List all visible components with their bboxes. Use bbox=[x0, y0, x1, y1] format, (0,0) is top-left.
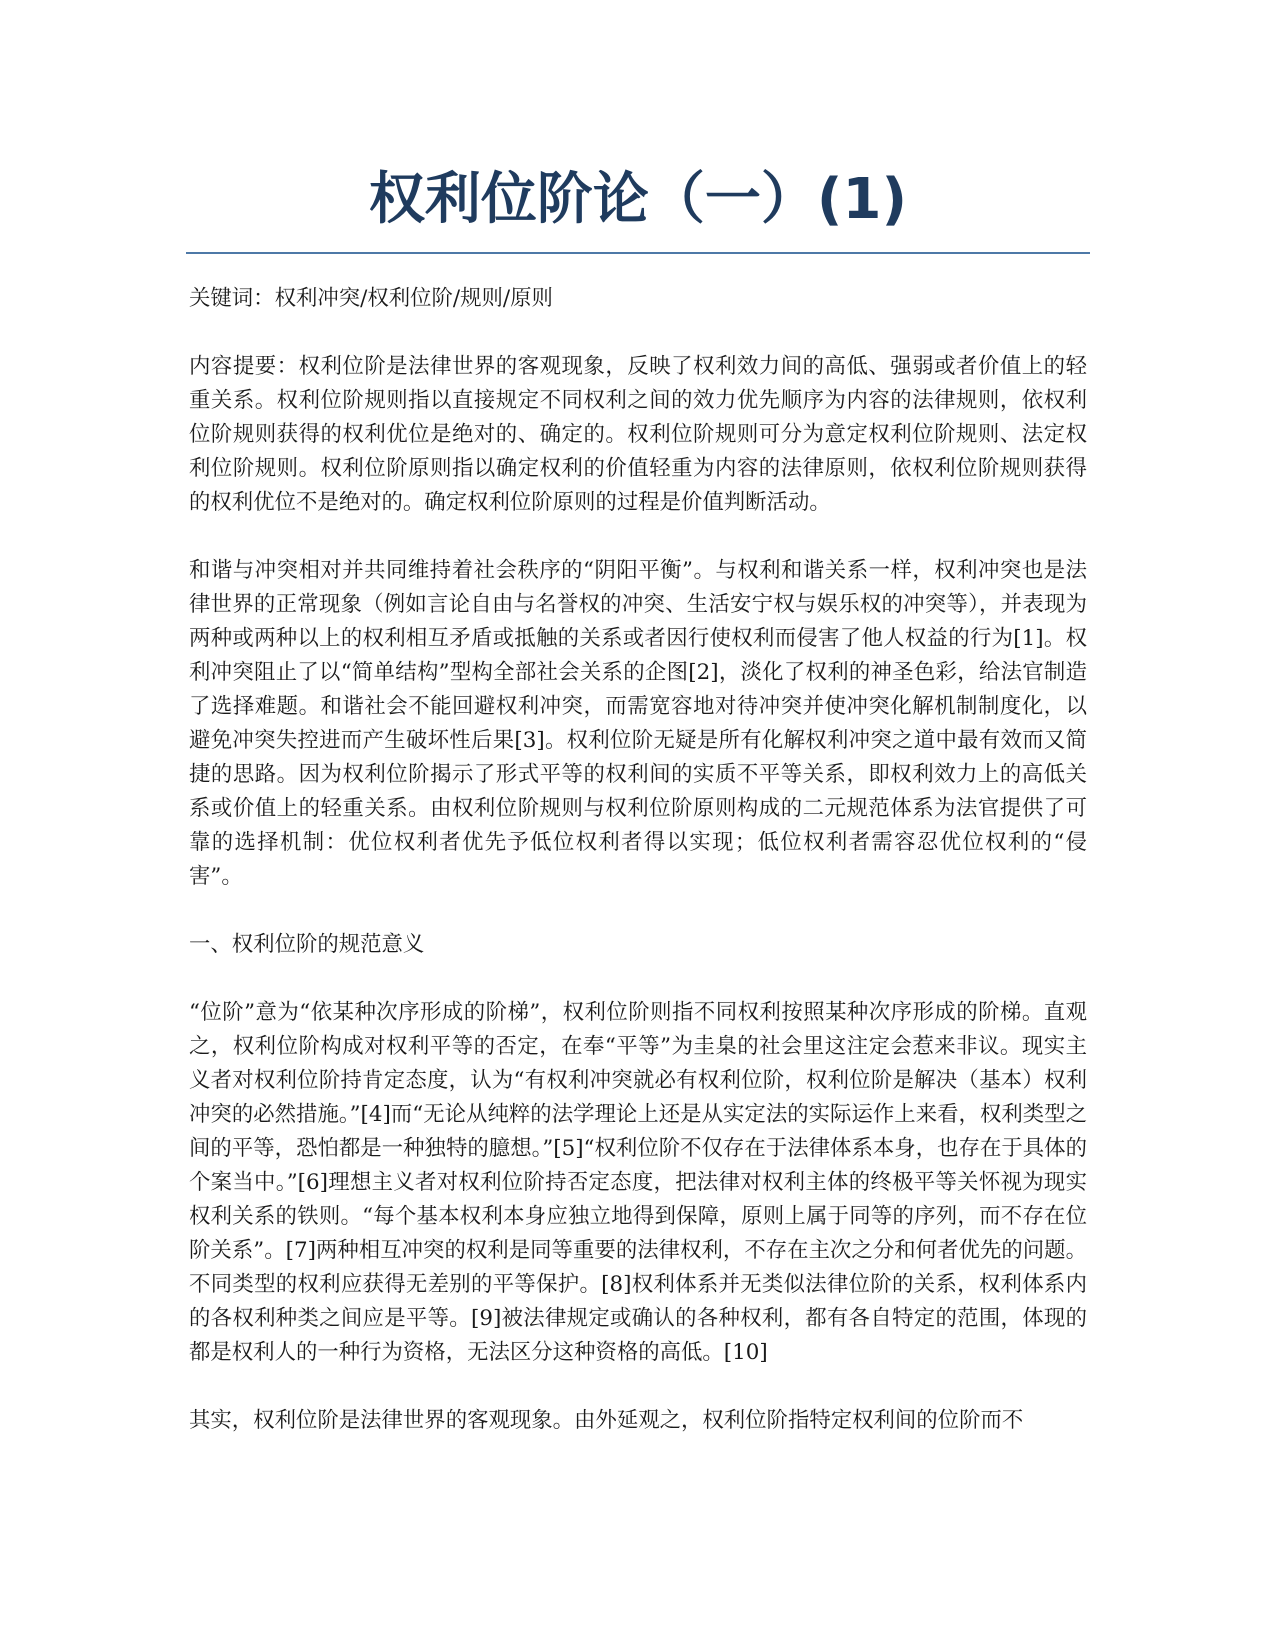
title-divider bbox=[186, 252, 1090, 254]
body-paragraph: 其实，权利位阶是法律世界的客观现象。由外延观之，权利位阶指特定权利间的位阶而不 bbox=[189, 1408, 1024, 1433]
keywords-line: 关键词：权利冲突/权利位阶/规则/原则 bbox=[189, 286, 553, 311]
body-paragraph: “位阶”意为“依某种次序形成的阶梯”，权利位阶则指不同权利按照某种次序形成的阶梯。直观之，权利位阶构成对权利平等的否定，在奉“平等”为圭臬的社会里这注定会惹来非议。现实主义者对权利位阶持肯定态度，认为“有权利冲突就必有权利位阶，权利位阶是解决（基本）权利冲突的必然措施。”[4]而“无论从纯粹的法学理论上还是从实定法的实际运作上来看，权利类型之间的平等，恐怕都是一种独特的臆想。”[5]“权利位阶不仅存在于法律体系本身，也存在于具体的个案当中。”[6]理想主义者对权利位阶持否定态度，把法律对权利主体的终极平等关怀视为现实权利关系的铁则。“每个基本权利本身应独立地得到保障，原则上属于同等的序列，而不存在位阶关系”。[7]两种相互冲突的权利是同等重要的法律权利，不存在主次之分和何者优先的问题。不同类型的权利应获得无差别的平等保护。[8]权利体系并无类似法律位阶的关系，权利体系内的各权利种类之间应是平等。[9]被法律规定或确认的各种权利，都有各自特定的范围，体现的都是权利人的一种行为资格，无法区分这种资格的高低。[10] bbox=[189, 1000, 1087, 1365]
body-paragraph: 和谐与冲突相对并共同维持着社会秩序的“阴阳平衡”。与权利和谐关系一样，权利冲突也是法律世界的正常现象（例如言论自由与名誉权的冲突、生活安宁权与娱乐权的冲突等），并表现为两种或两种以上的权利相互矛盾或抵触的关系或者因行使权利而侵害了他人权益的行为[1]。权利冲突阻止了以“简单结构”型构全部社会关系的企图[2]，淡化了权利的神圣色彩，给法官制造了选择难题。和谐社会不能回避权利冲突，而需宽容地对待冲突并使冲突化解机制制度化，以避免冲突失控进而产生破坏性后果[3]。权利位阶无疑是所有化解权利冲突之道中最有效而又简捷的思路。因为权利位阶揭示了形式平等的权利间的实质不平等关系，即权利效力上的高低关系或价值上的轻重关系。由权利位阶规则与权利位阶原则构成的二元规范体系为法官提供了可靠的选择机制：优位权利者优先予低位权利者得以实现；低位权利者需容忍优位权利的“侵害”。 bbox=[189, 558, 1087, 889]
document-body bbox=[189, 282, 1087, 1472]
section-heading: 一、权利位阶的规范意义 bbox=[189, 932, 425, 957]
document-title: 权利位阶论（一）(1) bbox=[368, 167, 908, 232]
abstract-paragraph: 内容提要：权利位阶是法律世界的客观现象，反映了权利效力间的高低、强弱或者价值上的轻重关系。权利位阶规则指以直接规定不同权利之间的效力优先顺序为内容的法律规则，依权利位阶规则获得的权利优位是绝对的、确定的。权利位阶规则可分为意定权利位阶规则、法定权利位阶规则。权利位阶原则指以确定权利的价值轻重为内容的法律原则，依权利位阶规则获得的权利优位不是绝对的。确定权利位阶原则的过程是价值判断活动。 bbox=[189, 354, 1087, 515]
